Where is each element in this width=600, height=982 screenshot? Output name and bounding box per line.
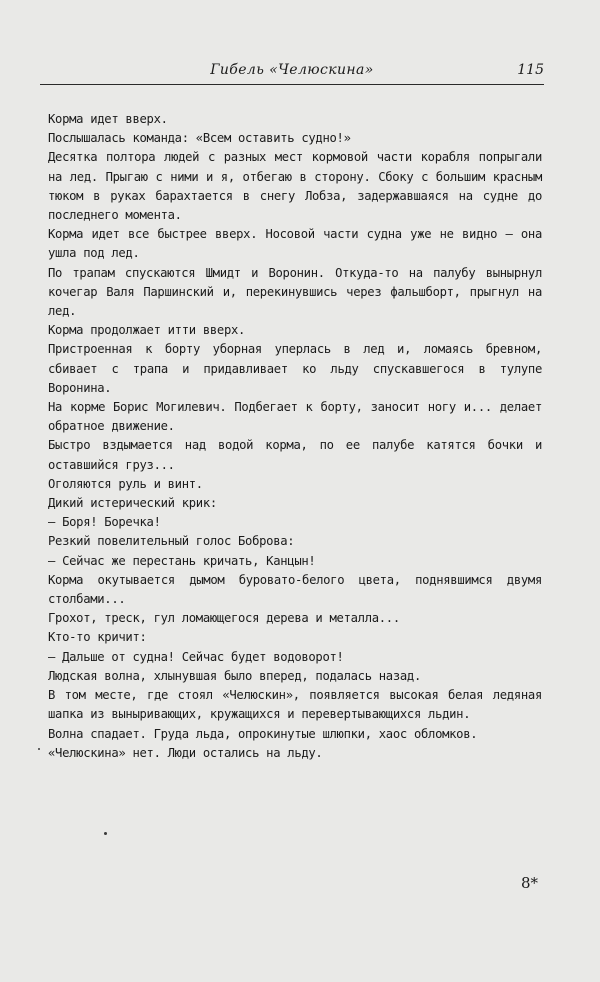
paragraph: — Дальше от судна! Сейчас будет водоворот! [48, 649, 344, 664]
paragraph: Волна спадает. Груда льда, опрокинутые шлюпки, хаос обломков. [48, 726, 478, 741]
print-speck [104, 832, 107, 835]
paragraph: Резкий повелительный голос Боброва: [48, 534, 295, 549]
running-title: Гибель «Челюскина» [210, 62, 374, 78]
paragraph: Корма идет все быстрее вверх. Носовой части судна уже не видно — она ушла под лед. [48, 227, 542, 261]
paragraph: — Сейчас же перестань кричать, Канцын! [48, 553, 316, 568]
page-header [40, 62, 544, 85]
paragraph: Десятка полтора людей с разных мест кормовой части корабля попрыгали на лед. Прыгаю с ними и я, отбегаю в сторону. Сбоку с большим красным тюком в руках барахтается в снегу Лобза, задержавшаяся на судне до последнего момента. [48, 150, 542, 223]
paragraph: — Боря! Боречка! [48, 515, 161, 530]
paragraph: Корма идет вверх. [48, 112, 168, 126]
paragraph: «Челюскина» нет. Люди остались на льду. [48, 745, 323, 760]
paragraph: Оголяются руль и винт. [48, 476, 203, 491]
paragraph: Кто-то кричит: [48, 630, 147, 645]
paragraph: Грохот, треск, гул ломающегося дерева и металла... [48, 611, 400, 626]
paragraph: В том месте, где стоял «Челюскин», появляется высокая белая ледяная шапка из выныривающих, кружащихся и перевертывающихся льдин. [48, 688, 542, 722]
signature-mark: 8* [520, 874, 538, 892]
paragraph: Быстро вздымается над водой корма, по ее палубе катятся бочки и оставшийся груз... [48, 438, 542, 472]
paragraph: Корма продолжает итти вверх. [48, 323, 246, 338]
print-speck [38, 748, 40, 750]
paragraph: Дикий истерический крик: [48, 496, 217, 511]
paragraph: Корма окутывается дымом буровато-белого цвета, поднявшимся двумя столбами... [48, 572, 542, 607]
paragraph: Послышалась команда: «Всем оставить судно!» [48, 131, 351, 146]
paragraph: По трапам спускаются Шмидт и Воронин. Откуда-то на палубу вынырнул кочегар Валя Паршинский и, перекинувшись через фальшборт, прыгнул на лед. [48, 265, 542, 319]
paragraph: На корме Борис Могилевич. Подбегает к борту, заносит ногу и... делает обратное движение. [48, 400, 542, 434]
body-text [48, 110, 542, 763]
paragraph: Людская волна, хлынувшая было вперед, подалась назад. [48, 668, 421, 683]
page-number: 115 [517, 62, 544, 78]
paragraph: Пристроенная к борту уборная уперлась в лед и, ломаясь бревном, сбивает с трапа и придавливает ко льду спускавшегося в тулупе Воронина. [48, 342, 542, 395]
